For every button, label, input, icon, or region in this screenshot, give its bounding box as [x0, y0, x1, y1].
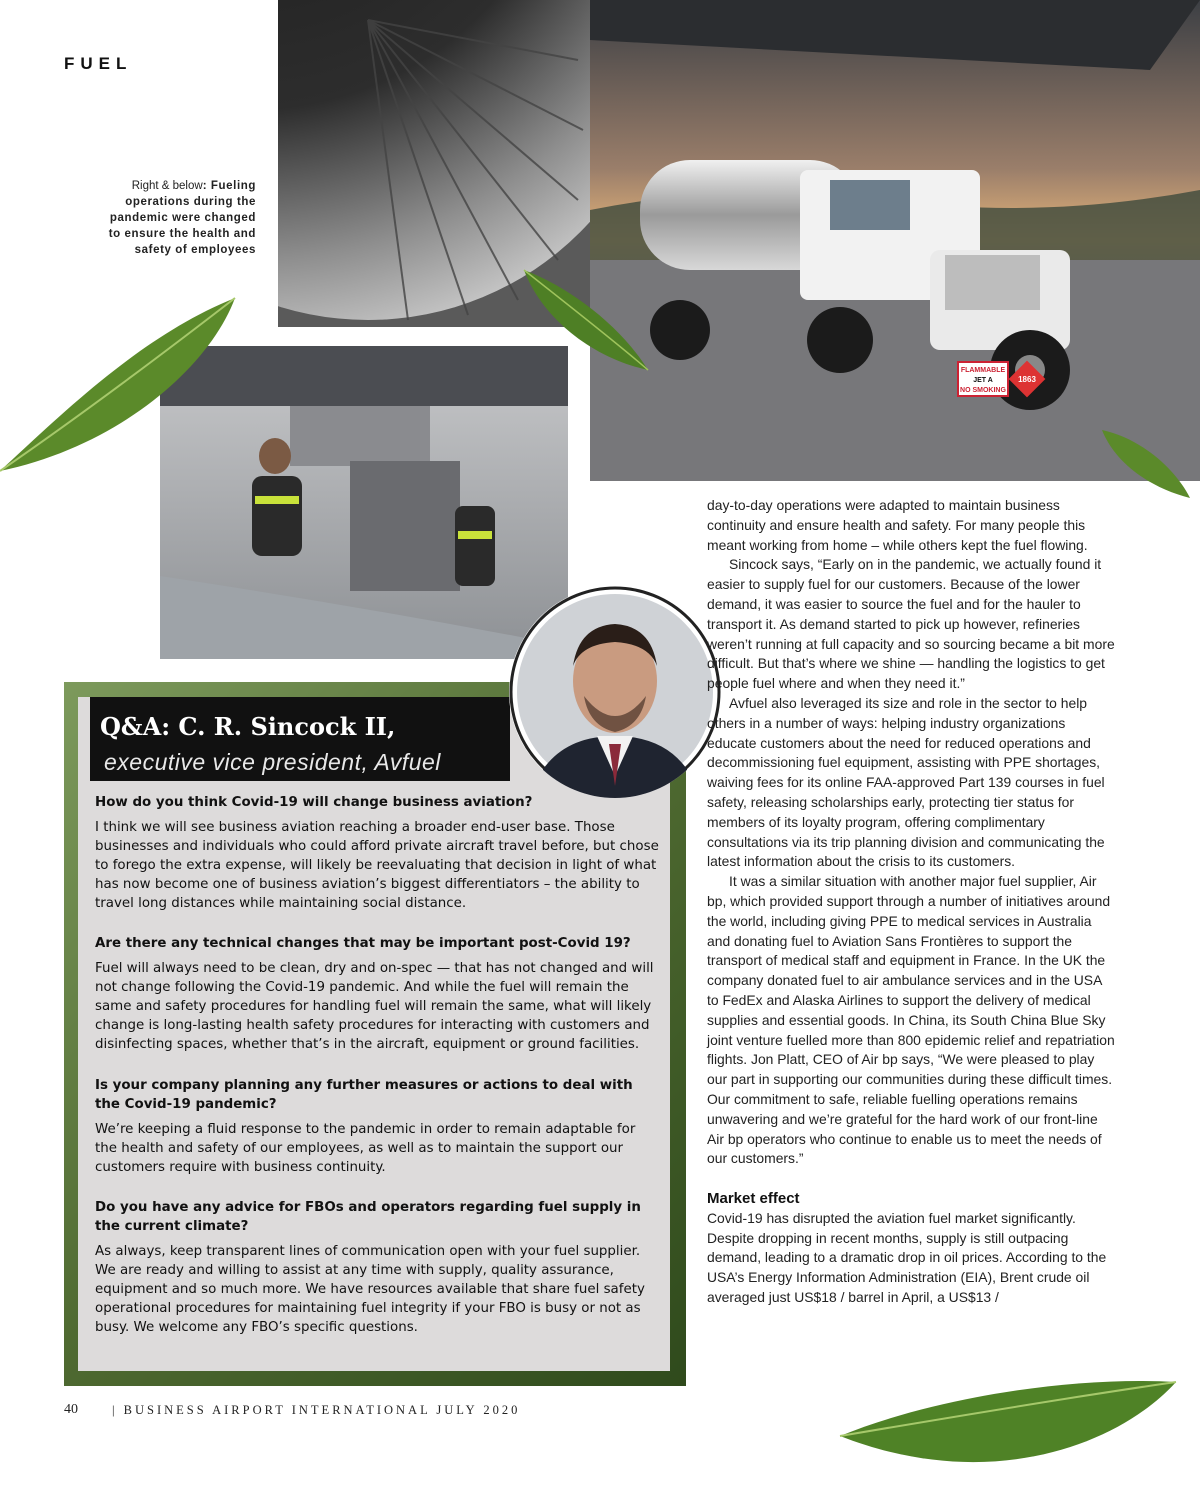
leaf-left — [0, 296, 240, 476]
hazard-number: 1863 — [1018, 375, 1036, 384]
section-label: FUEL — [64, 54, 133, 73]
page-number: 40 — [64, 1402, 78, 1417]
fuel-truck-photo — [590, 0, 1200, 481]
qa-question: Do you have any advice for FBOs and operators regarding fuel supply in the current climate? — [95, 1200, 641, 1235]
photo-caption — [96, 178, 256, 258]
qa-question: Is your company planning any further measures or actions to deal with the Covid-19 pandemic? — [95, 1077, 633, 1112]
article-paragraph: Sincock says, “Early on in the pandemic, we actually found it easier to supply fuel for our customers. Because of the lower demand, it was easier to source the fuel and for the hauler to transport it. As demand started to pick up however, refineries weren’t running at full capacity and so sourcing became a bit more difficult. But that’s where we shine — handling the logistics to get people fuel where and when they need it.” — [707, 556, 1115, 692]
caption-lead: Right & below — [131, 180, 203, 192]
issue-date: JULY 2020 — [436, 1403, 521, 1417]
article-subheading: Market effect — [707, 1190, 800, 1208]
article-paragraph: Covid-19 has disrupted the aviation fuel market significantly. Despite dropping in recent months, supply is still outpacing demand, leading to a dramatic drop in oil prices. According to the USA’s Energy Information Administration (EIA), Brent crude oil averaged just US$18 / barrel in April, a US$13 / — [707, 1209, 1107, 1306]
leaf-right — [1100, 428, 1192, 500]
qa-question: Are there any technical changes that may be important post-Covid 19? — [95, 936, 631, 952]
leaf-bottom — [838, 1376, 1178, 1494]
qa-body — [95, 794, 660, 1360]
caption-text: : Fueling operations during the pandemic were changed to ensure the health and safety of employees — [108, 180, 256, 256]
portrait-photo — [509, 586, 721, 798]
qa-subtitle: executive vice president, Avfuel — [104, 749, 441, 775]
plate-line3: NO SMOKING — [960, 387, 1006, 394]
publication-name: | BUSINESS AIRPORT INTERNATIONAL — [112, 1403, 431, 1417]
publication-footer — [112, 1403, 520, 1418]
article-paragraph: day-to-day operations were adapted to maintain business continuity and ensure health and safety. For many people this meant working from home – while others kept the fuel flowing. — [707, 497, 1088, 553]
leaf-mid — [522, 268, 650, 372]
qa-answer: I think we will see business aviation reaching a broader end-user base. Those businesses and individuals who could afford private aircraft travel before, but chose to forego the extra expense, will likely be reevaluating that decision in light of what has now become one of business aviation’s biggest differentiators – the ability to travel long distances while maintaining social distance. — [95, 819, 659, 911]
qa-answer: As always, keep transparent lines of communication open with your fuel supplier. We are ready and willing to assist at any time with supply, quality assurance, equipment and so much more. We have resources available that share fuel safety operational procedures for maintaining fuel integrity if your FBO is busy or not as busy. We welcome any FBO’s specific questions. — [95, 1244, 645, 1335]
qa-question: How do you think Covid-19 will change business aviation? — [95, 795, 533, 810]
qa-answer: We’re keeping a fluid response to the pandemic in order to remain adaptable for the health and safety of our employees, as well as to maintain the support our customers require with business continuity. — [95, 1121, 636, 1175]
qa-answer: Fuel will always need to be clean, dry and on-spec — that has not changed and will not change following the Covid-19 pandemic. And while the fuel will remain the same and safety procedures for handling fuel will remain the same, what will likely change is long-lasting health safety procedures for interacting with customers and disinfecting spaces, whether that’s in the aircraft, equipment or ground facilities. — [95, 961, 654, 1052]
article-column — [707, 496, 1117, 1308]
qa-title: Q&A: C. R. Sincock II, — [100, 712, 396, 741]
article-paragraph: It was a similar situation with another major fuel supplier, Air bp, which provided support through a number of initiatives around the world, including giving PPE to medical services in Australia and donating fuel to Aviation Sans Frontières to support the transport of medical staff and equipment in France. In the UK the company donated fuel to air ambulance services and in the USA to FedEx and Alaska Airlines to support the delivery of medical supplies and essential goods. In China, its South China Blue Sky joint venture fuelled more than 800 epidemic relief and repatriation flights. Jon Platt, CEO of Air bp says, “We were pleased to play our part in supporting our communities during these difficult times. Our commitment to safe, reliable fuelling operations remains unwavering and we’re grateful for the hard work of our front-line Air bp operators who continue to enable us to meet the needs of our customers.” — [707, 873, 1115, 1167]
article-paragraph: Avfuel also leveraged its size and role in the sector to help others in a number of ways: helping industry organizations educate customers about the need for reduced operations and decommissioning fuel equipment, assisting with PPE shortages, waiving fees for its online FAA-approved Part 139 courses in fuel safety, releasing scholarships early, protecting tier status for members of its loyalty program, offering complimentary consultations via its trip planning division and communicating the latest information about the crisis to its customers. — [707, 694, 1105, 870]
plate-line1: FLAMMABLE — [960, 367, 1006, 374]
plate-line2: JET A — [973, 377, 993, 384]
